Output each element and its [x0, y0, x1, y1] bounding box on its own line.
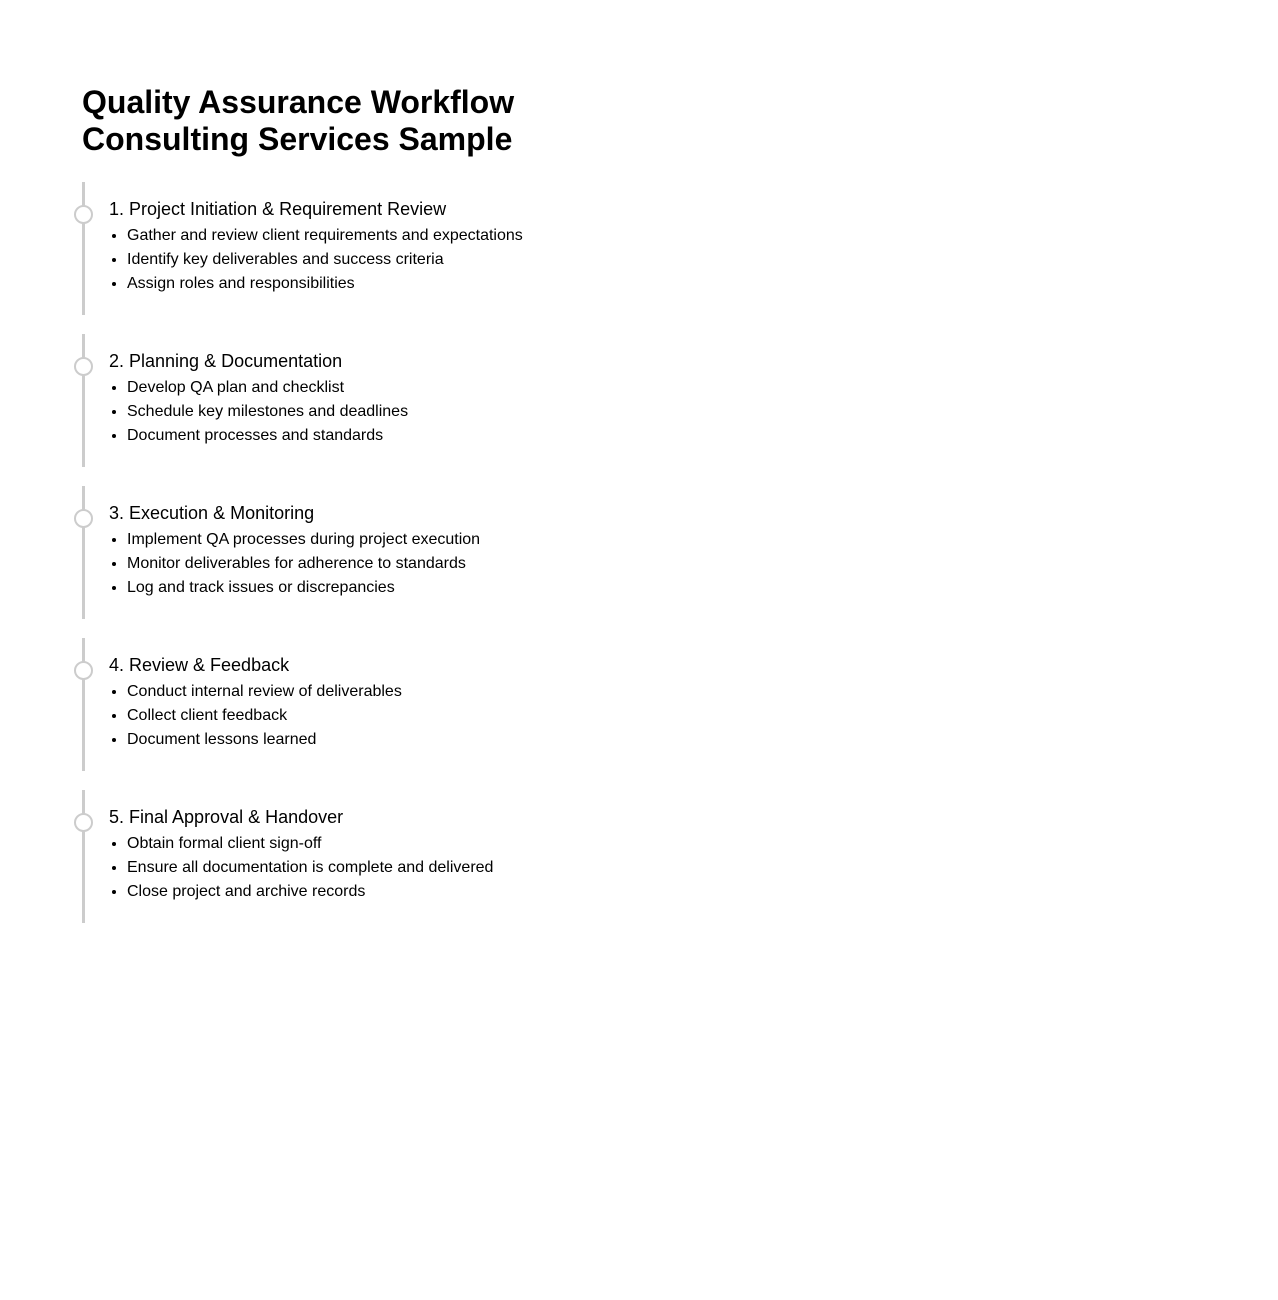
- step-task-list: [109, 376, 532, 448]
- timeline-node-circle-icon: [74, 661, 93, 680]
- list-item: • Close project and archive records: [127, 880, 532, 904]
- list-item: • Schedule key milestones and deadlines: [127, 400, 532, 424]
- step-task-list: [109, 832, 532, 904]
- timeline-step-2: [82, 334, 532, 467]
- timeline-step-4: [82, 638, 532, 771]
- step-heading: 3. Execution & Monitoring: [109, 503, 315, 523]
- timeline-node-circle-icon: [74, 205, 93, 224]
- list-item: • Gather and review client requirements and expectations: [127, 224, 532, 248]
- step-heading: 5. Final Approval & Handover: [109, 807, 344, 827]
- list-item: • Document lessons learned: [127, 728, 532, 752]
- list-item: • Identify key deliverables and success criteria: [127, 248, 532, 272]
- list-item: • Document processes and standards: [127, 424, 532, 448]
- step-task-list: [109, 680, 532, 752]
- list-item: • Develop QA plan and checklist: [127, 376, 532, 400]
- timeline-node-circle-icon: [74, 509, 93, 528]
- list-item: • Collect client feedback: [127, 704, 532, 728]
- list-item: • Assign roles and responsibilities: [127, 272, 532, 296]
- list-item: • Log and track issues or discrepancies: [127, 576, 532, 600]
- list-item: • Conduct internal review of deliverables: [127, 680, 532, 704]
- timeline-node-circle-icon: [74, 813, 93, 832]
- list-item: • Ensure all documentation is complete and delivered: [127, 856, 532, 880]
- workflow-timeline: [82, 182, 532, 923]
- step-heading: 1. Project Initiation & Requirement Review: [109, 199, 447, 219]
- list-item: • Monitor deliverables for adherence to standards: [127, 552, 532, 576]
- list-item: • Implement QA processes during project execution: [127, 528, 532, 552]
- list-item: • Obtain formal client sign-off: [127, 832, 532, 856]
- step-task-list: [109, 224, 532, 296]
- step-heading: 2. Planning & Documentation: [109, 351, 343, 371]
- timeline-step-5: [82, 790, 532, 923]
- document-page: [82, 84, 532, 942]
- step-task-list: [109, 528, 532, 600]
- step-heading: 4. Review & Feedback: [109, 655, 290, 675]
- timeline-node-circle-icon: [74, 357, 93, 376]
- page-title: Quality Assurance Workflow Consulting Services Sample: [82, 84, 515, 157]
- timeline-step-3: [82, 486, 532, 619]
- timeline-step-1: [82, 182, 532, 315]
